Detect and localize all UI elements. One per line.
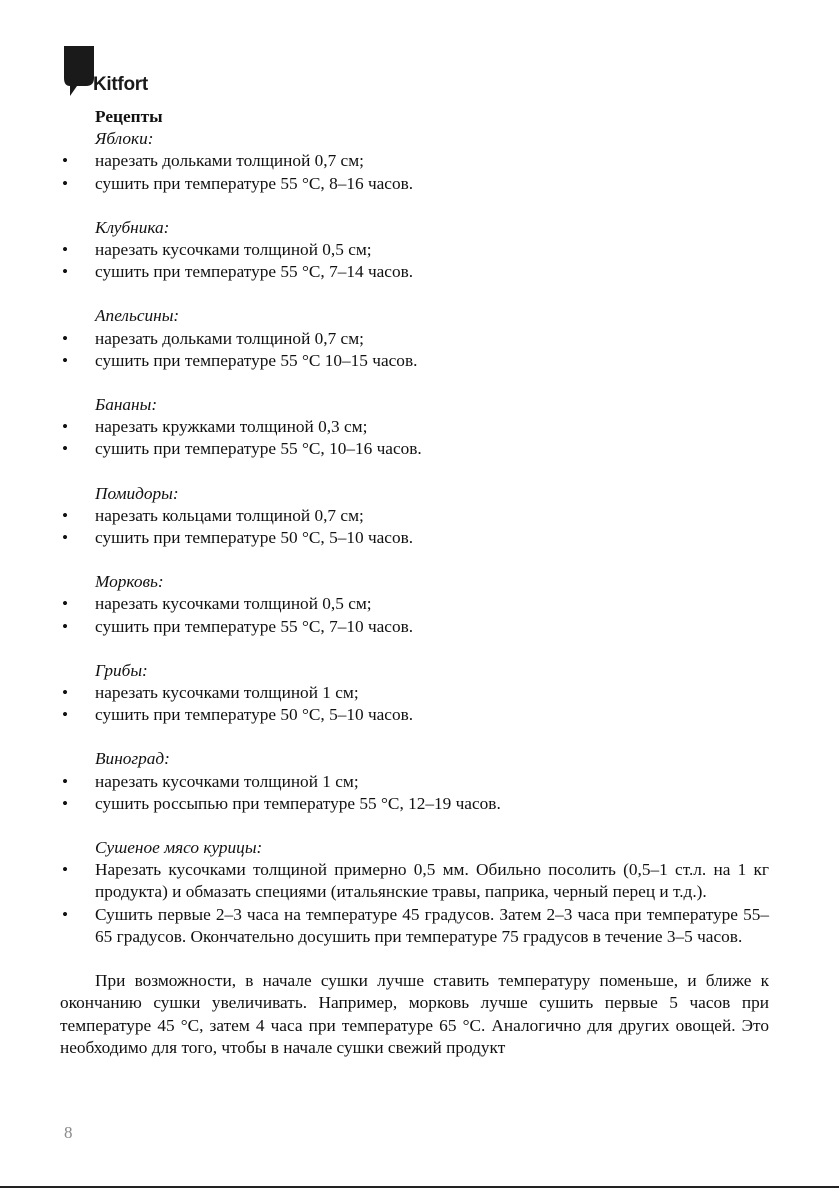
bullet-mark: •	[62, 616, 69, 636]
recipe-step-text: Нарезать кусочками толщиной примерно 0,5 мм. Обильно посолить (0,5–1 ст.л. на 1 кг продукта) и обмазать специями (итальянские травы, паприка, черный перец и т.д.).	[95, 860, 769, 902]
recipe-step	[60, 527, 769, 549]
recipe-name: Морковь:	[95, 572, 164, 592]
bullet-mark: •	[62, 904, 69, 924]
recipe-step-text: нарезать кружками толщиной 0,3 см;	[95, 417, 368, 437]
recipe-block	[60, 660, 769, 727]
recipe-step	[60, 793, 769, 815]
kitfort-logo	[64, 46, 164, 96]
recipe-step-text: сушить при температуре 55 °С, 7–14 часов.	[95, 262, 414, 282]
recipe-step	[60, 593, 769, 615]
recipe-step-text: нарезать кольцами толщиной 0,7 см;	[95, 505, 364, 525]
recipe-name: Сушеное мясо курицы:	[95, 838, 263, 858]
temperature-advice-paragraph: При возможности, в начале сушки лучше ставить температуру поменьше, и ближе к окончанию сушки увеличивать. Например, морковь лучше сушить первые 5 часов при температуре 45 °С, затем 4 часа при температуре 65 °С. Аналогично для других овощей. Это необходимо для того, чтобы в начале сушки свежий продукт	[60, 971, 769, 1057]
section-title: Рецепты	[95, 107, 163, 126]
bullet-mark: •	[62, 350, 69, 370]
bullet-mark: •	[62, 528, 69, 548]
recipe-step	[60, 328, 769, 350]
recipe-step-text: сушить при температуре 55 °С, 8–16 часов.	[95, 173, 414, 193]
recipe-step	[60, 261, 769, 283]
recipe-block	[60, 571, 769, 638]
bottom-rule	[0, 1186, 839, 1188]
recipe-step	[60, 350, 769, 372]
recipe-name: Яблоки:	[95, 129, 154, 149]
bullet-mark: •	[62, 417, 69, 437]
recipe-name: Помидоры:	[95, 483, 179, 503]
recipe-block	[60, 305, 769, 372]
recipe-block	[60, 837, 769, 948]
recipe-step	[60, 239, 769, 261]
recipe-block	[60, 217, 769, 284]
recipe-block	[60, 748, 769, 815]
recipe-step	[60, 416, 769, 438]
bullet-mark: •	[62, 594, 69, 614]
recipe-step-text: сушить при температуре 55 °С, 10–16 часов.	[95, 439, 422, 459]
bullet-mark: •	[62, 240, 69, 260]
recipe-step	[60, 438, 769, 460]
bullet-mark: •	[62, 328, 69, 348]
recipe-step-text: сушить при температуре 50 °С, 5–10 часов.	[95, 705, 414, 725]
bullet-mark: •	[62, 683, 69, 703]
recipe-step-text: нарезать кусочками толщиной 1 см;	[95, 683, 359, 703]
recipe-block	[60, 128, 769, 195]
recipe-step	[60, 150, 769, 172]
recipe-name: Бананы:	[95, 395, 158, 415]
recipe-step	[60, 616, 769, 638]
recipe-block	[60, 483, 769, 550]
recipe-step	[60, 704, 769, 726]
recipe-block	[60, 394, 769, 461]
bullet-mark: •	[62, 173, 69, 193]
recipes-list	[60, 128, 769, 948]
page-number: 8	[64, 1123, 73, 1142]
recipe-step	[60, 682, 769, 704]
recipe-step-text: нарезать кусочками толщиной 0,5 см;	[95, 594, 372, 614]
bullet-mark: •	[62, 505, 69, 525]
recipe-step	[60, 771, 769, 793]
bullet-mark: •	[62, 439, 69, 459]
recipe-step-text: сушить при температуре 50 °С, 5–10 часов.	[95, 528, 414, 548]
recipe-step	[60, 505, 769, 527]
recipe-step	[60, 859, 769, 903]
bullet-mark: •	[62, 860, 69, 880]
recipe-step-text: сушить россыпью при температуре 55 °С, 12–19 часов.	[95, 793, 501, 813]
recipe-name: Грибы:	[95, 660, 148, 680]
bullet-mark: •	[62, 705, 69, 725]
recipe-step-text: сушить при температуре 55 °С 10–15 часов.	[95, 350, 418, 370]
recipe-step-text: нарезать кусочками толщиной 0,5 см;	[95, 240, 372, 260]
recipe-step-text: нарезать кусочками толщиной 1 см;	[95, 771, 359, 791]
bullet-mark: •	[62, 151, 69, 171]
recipe-step	[60, 173, 769, 195]
recipe-name: Виноград:	[95, 749, 170, 769]
recipe-name: Клубника:	[95, 217, 170, 237]
recipe-step-text: нарезать дольками толщиной 0,7 см;	[95, 151, 364, 171]
recipe-step	[60, 904, 769, 948]
recipe-step-text: сушить при температуре 55 °С, 7–10 часов.	[95, 616, 414, 636]
bullet-mark: •	[62, 793, 69, 813]
recipe-step-text: нарезать дольками толщиной 0,7 см;	[95, 328, 364, 348]
recipes-content	[60, 106, 769, 1059]
recipe-step-text: Сушить первые 2–3 часа на температуре 45 градусов. Затем 2–3 часа при температуре 55–65 градусов. Окончательно досушить при температуре 75 градусов в течение 3–5 часов.	[95, 904, 769, 946]
bullet-mark: •	[62, 771, 69, 791]
bullet-mark: •	[62, 262, 69, 282]
recipe-name: Апельсины:	[95, 306, 180, 326]
kitfort-logo-icon	[64, 46, 94, 96]
brand-name: Kitfort	[93, 74, 148, 95]
